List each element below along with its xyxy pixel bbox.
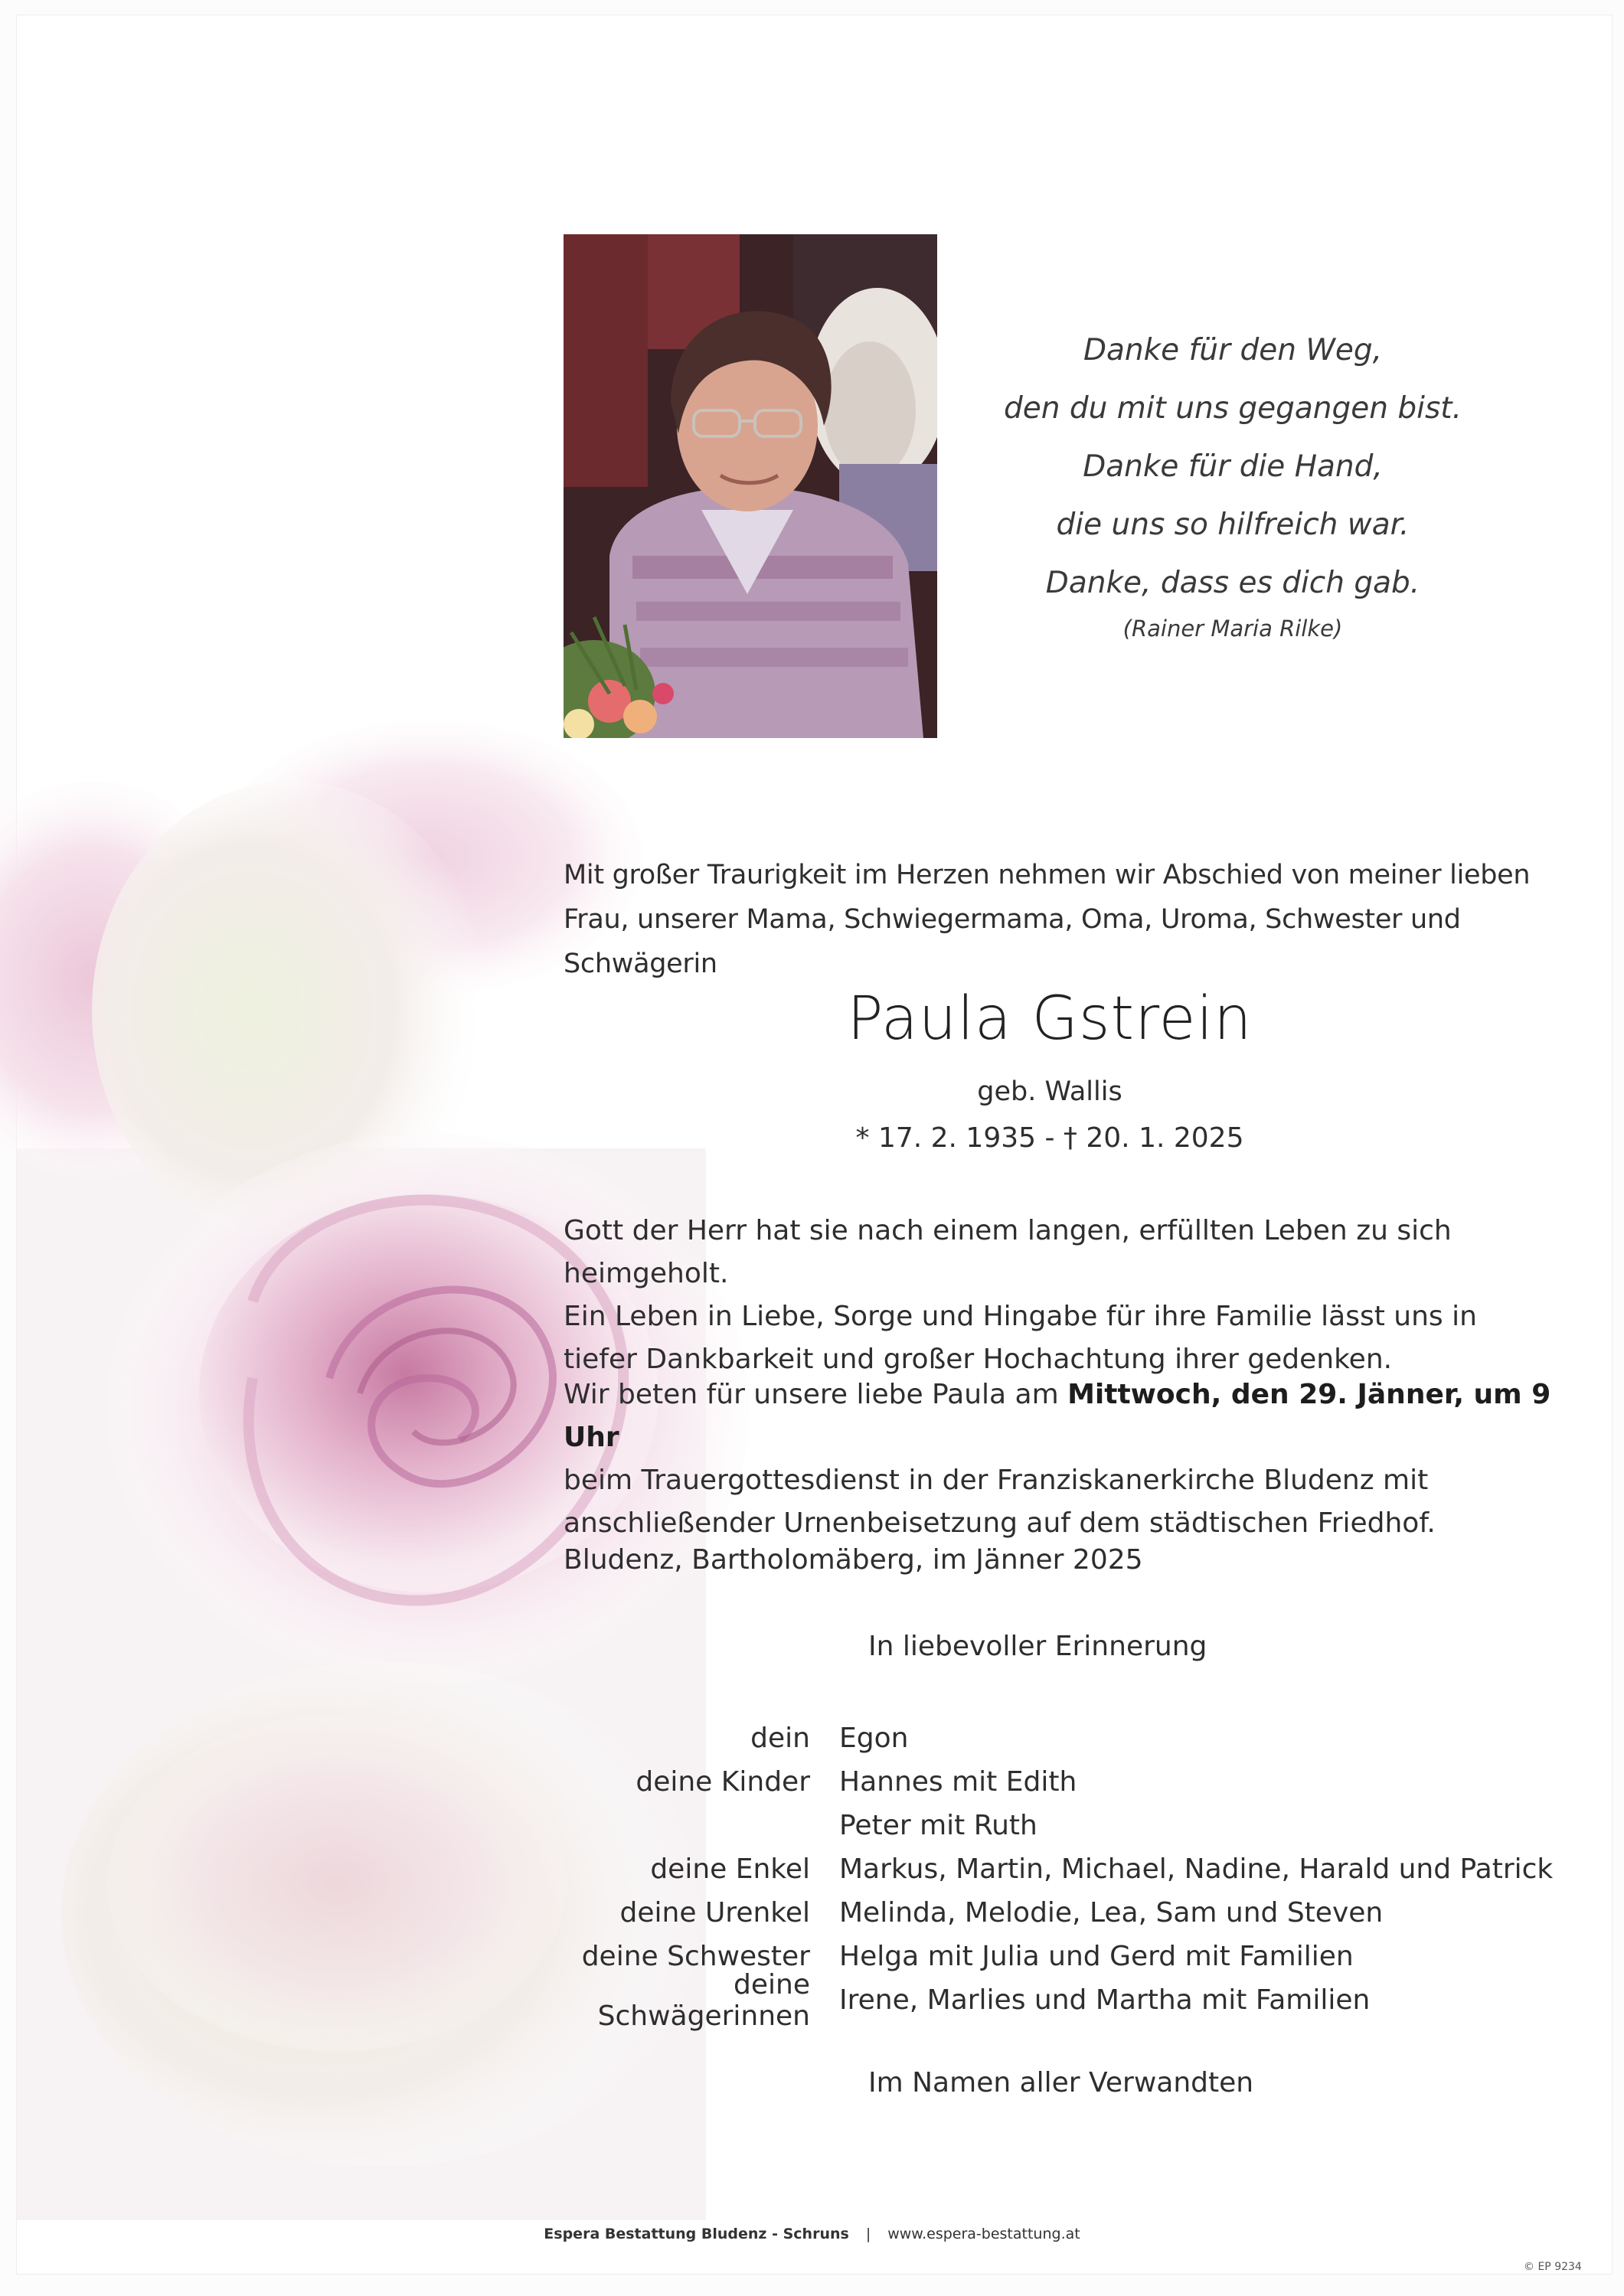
poem-block [972,322,1493,648]
family-relation: deine Schwägerinnen [597,1968,810,2032]
family-relation: deine Enkel [650,1853,810,1885]
closing-line: Im Namen aller Verwandten [868,2067,1254,2098]
poem-line: Danke, dass es dich gab. [1045,566,1420,600]
family-relation: dein [750,1723,810,1754]
family-relation: deine Schwester [581,1941,810,1972]
poem-line: Danke für den Weg, [1083,333,1383,367]
family-row [536,1847,1593,1891]
family-relation: deine Urenkel [619,1897,810,1929]
family-names: Melinda, Melodie, Lea, Sam und Steven [839,1897,1384,1929]
footer [0,2226,1624,2242]
poem-line: die uns so hilfreich war. [1056,508,1410,542]
family-row [536,1716,1593,1760]
website-link[interactable]: www.espera-bestattung.at [887,2226,1080,2242]
family-names: Hannes mit Edith [839,1766,1077,1798]
service-line [564,1373,1559,1459]
intro-line: Mit großer Traurigkeit im Herzen nehmen wir Abschied von meiner lieben [564,860,1531,890]
tribute-line: Gott der Herr hat sie nach einem langen, erfüllten Leben zu sich heimgeholt. [564,1215,1452,1289]
tribute-line: Ein Leben in Liebe, Sorge und Hingabe für ihre Familie lässt uns in [564,1301,1477,1332]
family-names: Irene, Marlies und Martha mit Familien [839,1984,1371,2016]
family-names: Markus, Martin, Michael, Nadine, Harald und Patrick [839,1853,1554,1885]
life-dates: * 17. 2. 1935 - † 20. 1. 2025 [855,1122,1244,1154]
birth-name: geb. Wallis [977,1076,1122,1107]
family-row [536,1760,1593,1804]
family-relation: deine Kinder [636,1766,810,1798]
service-paragraph [564,1373,1559,1545]
tribute-paragraph [564,1210,1559,1381]
place-date: Bludenz, Bartholomäberg, im Jänner 2025 [564,1544,1143,1576]
family-row [536,1891,1593,1935]
family-names: Egon [839,1723,909,1754]
funeral-home-name: Espera Bestattung Bludenz - Schruns [544,2226,849,2242]
family-row [536,1804,1593,1847]
service-date-time: Mittwoch, den 29. Jänner, um 9 Uhr [564,1379,1551,1453]
family-names: Peter mit Ruth [839,1810,1037,1841]
intro-text [564,853,1559,986]
tribute-line: tiefer Dankbarkeit und großer Hochachtung ihrer gedenken. [564,1344,1393,1375]
poem-source: (Rainer Maria Rilke) [1122,616,1343,642]
family-list [536,1716,1593,2032]
poem-line: Danke für die Hand, [1083,449,1383,484]
memory-line: In liebevoller Erinnerung [868,1631,1207,1662]
portrait-photo [564,234,937,738]
document-code: © EP 9234 [1524,2261,1582,2273]
service-intro: Wir beten für unsere liebe Paula am [564,1379,1068,1410]
intro-line: Frau, unserer Mama, Schwiegermama, Oma, Uroma, Schwester und Schwägerin [564,904,1461,979]
service-line: beim Trauergottesdienst in der Franziskanerkirche Bludenz mit [564,1465,1429,1496]
family-row [536,1968,1593,2032]
poem-line: den du mit uns gegangen bist. [1004,391,1462,426]
footer-separator: | [865,2226,871,2242]
service-line: anschließender Urnenbeisetzung auf dem städtischen Friedhof. [564,1507,1436,1539]
family-names: Helga mit Julia und Gerd mit Familien [839,1941,1354,1972]
deceased-name: Paula Gstrein [847,985,1253,1053]
